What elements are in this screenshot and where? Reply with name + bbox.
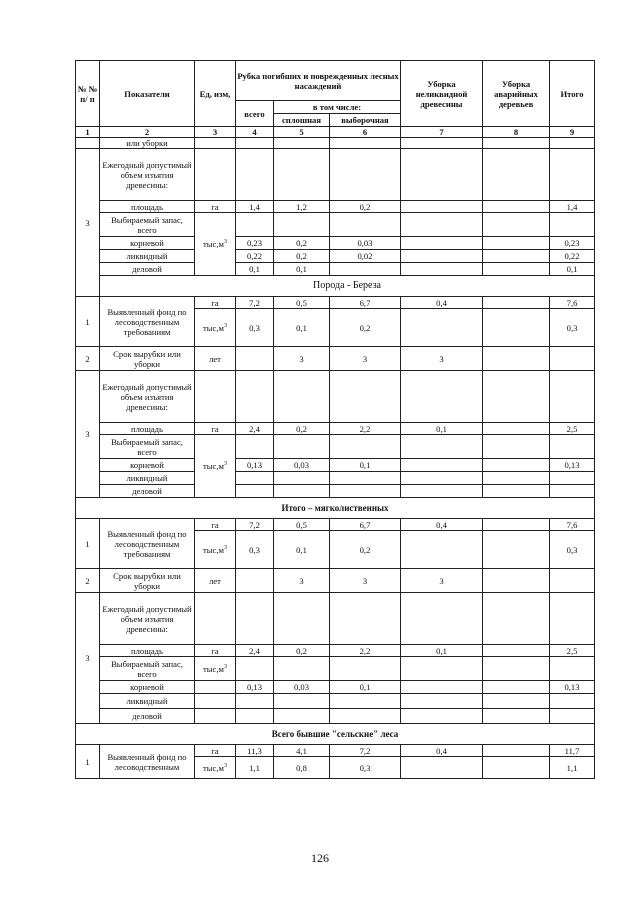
table-cell: 0,2	[274, 250, 330, 263]
table-cell: 0,1	[236, 263, 274, 276]
header-illiquid: Уборка неликвидной древесины	[401, 61, 483, 127]
table-cell: 4	[236, 127, 274, 138]
table-cell: 3	[401, 569, 483, 593]
table-cell	[236, 485, 274, 498]
table-cell	[401, 459, 483, 472]
table-row	[76, 263, 595, 276]
table-cell: ликвидный	[100, 694, 195, 709]
table-cell: 0,1	[274, 531, 330, 569]
table-cell	[330, 263, 401, 276]
table-cell: 0,2	[330, 309, 401, 347]
column-numbers-row	[76, 127, 595, 138]
table-cell: 3	[76, 593, 100, 724]
table-cell	[330, 709, 401, 724]
table-cell: га	[195, 423, 236, 435]
table-cell: 0,02	[330, 250, 401, 263]
table-cell	[236, 213, 274, 237]
table-cell: Выбираемый запас, всего	[100, 435, 195, 459]
table-cell	[195, 149, 236, 201]
table-cell	[330, 472, 401, 485]
table-cell: 0,3	[550, 309, 595, 347]
table-row	[76, 213, 595, 237]
table-cell: корневой	[100, 681, 195, 694]
table-cell	[550, 472, 595, 485]
table-cell	[550, 149, 595, 201]
table-cell: 0,22	[236, 250, 274, 263]
table-cell: 0,5	[274, 297, 330, 309]
table-cell	[483, 297, 550, 309]
data-table	[75, 60, 595, 779]
header-including: в том числе:	[274, 101, 401, 114]
table-cell: 0,03	[274, 459, 330, 472]
table-cell: 0,2	[330, 531, 401, 569]
table-cell	[274, 593, 330, 645]
table-row	[76, 593, 595, 645]
table-cell: 0,2	[274, 237, 330, 250]
table-cell: площадь	[100, 423, 195, 435]
table-cell	[401, 237, 483, 250]
table-cell	[401, 694, 483, 709]
table-row	[76, 297, 595, 309]
table-cell: ликвидный	[100, 250, 195, 263]
table-cell: ликвидный	[100, 472, 195, 485]
table-cell: 7,6	[550, 297, 595, 309]
table-cell	[483, 485, 550, 498]
table-row	[76, 485, 595, 498]
table-cell	[401, 149, 483, 201]
table-cell	[550, 485, 595, 498]
table-cell	[483, 472, 550, 485]
header-emergency: Уборка аварийных деревьев	[483, 61, 550, 127]
table-cell	[330, 694, 401, 709]
table-cell: га	[195, 745, 236, 757]
table-row	[76, 645, 595, 657]
table-cell	[195, 138, 236, 149]
table-cell	[401, 435, 483, 459]
table-cell: 2	[100, 127, 195, 138]
table-cell: 2,2	[330, 645, 401, 657]
table-cell: 0,2	[274, 423, 330, 435]
table-row	[76, 745, 595, 757]
table-cell: 1,2	[274, 201, 330, 213]
table-cell: 3	[195, 127, 236, 138]
table-cell: корневой	[100, 237, 195, 250]
table-cell	[483, 519, 550, 531]
table-cell: 0,22	[550, 250, 595, 263]
table-cell: $тыс,м^3$	[195, 531, 236, 569]
table-cell	[483, 709, 550, 724]
table-cell: 0,1	[401, 423, 483, 435]
table-cell: 3	[401, 347, 483, 371]
table-cell: 0,23	[550, 237, 595, 250]
table-cell: 6,7	[330, 297, 401, 309]
table-cell: Выявленный фонд по лесоводственным требованиям	[100, 297, 195, 347]
table-cell: 7	[401, 127, 483, 138]
section-birch: Порода - Береза	[100, 276, 595, 297]
table-cell	[483, 694, 550, 709]
table-cell: 1	[76, 297, 100, 347]
table-cell	[330, 593, 401, 645]
table-cell: 0,2	[274, 645, 330, 657]
table-row	[76, 681, 595, 694]
table-row	[76, 435, 595, 459]
table-cell: площадь	[100, 201, 195, 213]
table-cell: 2,2	[330, 423, 401, 435]
table-cell	[195, 593, 236, 645]
table-cell	[550, 371, 595, 423]
table-cell	[483, 745, 550, 757]
section-birch-row	[76, 276, 595, 297]
table-row	[76, 472, 595, 485]
table-cell	[236, 435, 274, 459]
table-cell	[483, 423, 550, 435]
table-cell	[236, 709, 274, 724]
table-cell	[483, 347, 550, 371]
table-cell: 2	[76, 347, 100, 371]
table-cell	[330, 138, 401, 149]
table-row	[76, 709, 595, 724]
table-cell: Выявленный фонд по лесоводственным	[100, 745, 195, 779]
table-cell: 1,1	[236, 757, 274, 779]
table-cell: 1,4	[550, 201, 595, 213]
table-cell	[195, 709, 236, 724]
table-cell: 0,1	[550, 263, 595, 276]
table-cell	[483, 645, 550, 657]
table-cell	[483, 657, 550, 681]
table-row	[76, 371, 595, 423]
table-cell	[274, 657, 330, 681]
table-cell	[330, 435, 401, 459]
table-cell: 2,5	[550, 423, 595, 435]
table-cell: Выбираемый запас, всего	[100, 213, 195, 237]
section-former-row	[76, 724, 595, 745]
table-cell	[483, 459, 550, 472]
table-cell: 0,1	[330, 459, 401, 472]
table-cell: га	[195, 519, 236, 531]
table-cell: 3	[76, 149, 100, 297]
table-cell: 0,2	[330, 201, 401, 213]
table-cell	[401, 681, 483, 694]
table-row	[76, 569, 595, 593]
table-cell	[401, 472, 483, 485]
table-cell: деловой	[100, 485, 195, 498]
table-cell: 3	[76, 371, 100, 498]
table-cell: Выявленный фонд по лесоводственным требованиям	[100, 519, 195, 569]
table-cell	[483, 309, 550, 347]
table-cell: 0,3	[236, 309, 274, 347]
table-cell: 3	[274, 347, 330, 371]
table-cell: 7,2	[236, 519, 274, 531]
table-cell: 0,1	[274, 309, 330, 347]
section-soft-total: Итого – мягколиственных	[76, 498, 595, 519]
table-cell	[401, 371, 483, 423]
table-cell: 0,4	[401, 297, 483, 309]
table-cell: 7,2	[236, 297, 274, 309]
table-cell	[330, 149, 401, 201]
table-cell: га	[195, 201, 236, 213]
table-cell: 6,7	[330, 519, 401, 531]
table-cell	[483, 250, 550, 263]
table-cell	[401, 263, 483, 276]
table-cell: 0,13	[236, 459, 274, 472]
table-cell: 1,4	[236, 201, 274, 213]
table-cell	[483, 569, 550, 593]
table-cell: 2	[76, 569, 100, 593]
header-clearcut: сплошная	[274, 114, 330, 127]
table-cell: 0,13	[236, 681, 274, 694]
table-cell: лет	[195, 347, 236, 371]
table-cell: 4,1	[274, 745, 330, 757]
table-cell: $тыс,м^3$	[195, 435, 236, 498]
table-cell	[330, 485, 401, 498]
table-row	[76, 423, 595, 435]
table-cell	[236, 149, 274, 201]
table-cell	[550, 593, 595, 645]
table-cell: 1	[76, 127, 100, 138]
table-cell	[236, 347, 274, 371]
table-cell	[236, 694, 274, 709]
table-cell: лет	[195, 569, 236, 593]
table-cell: Ежегодный допустимый объем изъятия древесины:	[100, 371, 195, 423]
table-cell	[483, 263, 550, 276]
table-cell	[550, 138, 595, 149]
table-cell: 0,4	[401, 745, 483, 757]
table-cell: корневой	[100, 459, 195, 472]
table-cell: деловой	[100, 709, 195, 724]
table-cell: $тыс,м^3$	[195, 309, 236, 347]
table-cell	[550, 694, 595, 709]
table-cell: 0,03	[274, 681, 330, 694]
table-cell	[236, 593, 274, 645]
table-cell	[401, 485, 483, 498]
table-cell: 1,1	[550, 757, 595, 779]
table-cell	[274, 485, 330, 498]
table-cell: 6	[330, 127, 401, 138]
table-cell: 3	[330, 569, 401, 593]
table-cell: 0,3	[236, 531, 274, 569]
table-cell	[401, 657, 483, 681]
table-cell	[274, 709, 330, 724]
table-cell: $тыс,м^3$	[195, 657, 236, 681]
table-row	[76, 519, 595, 531]
table-cell	[274, 138, 330, 149]
table-cell	[236, 472, 274, 485]
table-cell	[330, 657, 401, 681]
table-cell	[330, 371, 401, 423]
table-cell	[483, 237, 550, 250]
table-row	[76, 138, 595, 149]
table-cell	[274, 435, 330, 459]
table-cell	[483, 435, 550, 459]
table-cell: Ежегодный допустимый объем изъятия древесины:	[100, 593, 195, 645]
table-cell	[550, 213, 595, 237]
table-cell: 5	[274, 127, 330, 138]
table-row	[76, 657, 595, 681]
table-cell	[483, 213, 550, 237]
header-total: Итого	[550, 61, 595, 127]
table-cell: площадь	[100, 645, 195, 657]
table-cell	[550, 435, 595, 459]
section-former-rural: Всего бывшие "сельские" леса	[76, 724, 595, 745]
table-row	[76, 459, 595, 472]
header-indicators: Показатели	[100, 61, 195, 127]
header-all: всего	[236, 101, 274, 127]
table-cell	[330, 213, 401, 237]
table-cell	[483, 138, 550, 149]
table-cell	[274, 694, 330, 709]
table-row	[76, 237, 595, 250]
table-cell: 9	[550, 127, 595, 138]
table-cell	[550, 709, 595, 724]
table-cell	[274, 149, 330, 201]
table-cell: 11,3	[236, 745, 274, 757]
table-cell: деловой	[100, 263, 195, 276]
table-cell: 3	[330, 347, 401, 371]
table-cell: 0,13	[550, 681, 595, 694]
table-cell	[550, 347, 595, 371]
table-cell: 8	[483, 127, 550, 138]
table-cell	[483, 371, 550, 423]
table-cell: 0,1	[330, 681, 401, 694]
table-cell	[401, 593, 483, 645]
table-cell	[195, 371, 236, 423]
table-cell	[236, 657, 274, 681]
table-cell	[236, 138, 274, 149]
table-cell	[483, 593, 550, 645]
table-cell: 11,7	[550, 745, 595, 757]
table-cell	[401, 201, 483, 213]
table-cell: 0,3	[550, 531, 595, 569]
table-cell: Срок вырубки или уборки	[100, 569, 195, 593]
table-cell	[483, 531, 550, 569]
table-cell: 1	[76, 745, 100, 779]
header-selective: выборочная	[330, 114, 401, 127]
table-cell	[550, 657, 595, 681]
table-cell: Выбираемый запас, всего	[100, 657, 195, 681]
table-row	[76, 694, 595, 709]
table-cell: Ежегодный допустимый объем изъятия древесины:	[100, 149, 195, 201]
table-cell: 0,13	[550, 459, 595, 472]
table-cell: 0,03	[330, 237, 401, 250]
table-cell	[401, 250, 483, 263]
table-cell: 7,2	[330, 745, 401, 757]
table-row	[76, 201, 595, 213]
header-num: № № п/ п	[76, 61, 100, 127]
table-cell: 2,4	[236, 645, 274, 657]
table-cell	[401, 757, 483, 779]
header-unit: Ед, изм,	[195, 61, 236, 127]
table-cell	[195, 681, 236, 694]
table-cell: или уборки	[100, 138, 195, 149]
table-cell: 0,1	[274, 263, 330, 276]
table-cell: 0,3	[330, 757, 401, 779]
table-cell: 0,8	[274, 757, 330, 779]
header-logging-group: Рубка погибших и поврежденных лесных насаждений	[236, 61, 401, 101]
table-cell: 3	[274, 569, 330, 593]
table-cell	[483, 681, 550, 694]
table-cell: 7,6	[550, 519, 595, 531]
table-cell	[483, 149, 550, 201]
table-row	[76, 347, 595, 371]
table-cell	[483, 201, 550, 213]
table-cell	[236, 371, 274, 423]
section-soft-row	[76, 498, 595, 519]
table-cell: $тыс,м^3$	[195, 213, 236, 276]
table-cell	[401, 531, 483, 569]
table-cell	[401, 213, 483, 237]
table-cell	[401, 138, 483, 149]
table-cell: 0,23	[236, 237, 274, 250]
table-cell	[274, 472, 330, 485]
table-cell	[483, 757, 550, 779]
table-cell	[401, 309, 483, 347]
table-cell	[274, 371, 330, 423]
table-cell: $тыс,м^3$	[195, 757, 236, 779]
table-cell: 1	[76, 519, 100, 569]
page-number: 126	[311, 851, 329, 865]
table-cell	[76, 138, 100, 149]
table-cell: 0,4	[401, 519, 483, 531]
table-cell: 2,4	[236, 423, 274, 435]
table-cell: Срок вырубки или уборки	[100, 347, 195, 371]
table-cell: 0,5	[274, 519, 330, 531]
table-cell: 2,5	[550, 645, 595, 657]
table-cell	[550, 569, 595, 593]
table-row	[76, 149, 595, 201]
table-cell	[195, 694, 236, 709]
table-cell: га	[195, 297, 236, 309]
table-cell	[236, 569, 274, 593]
table-row	[76, 250, 595, 263]
table-cell: га	[195, 645, 236, 657]
table-cell	[401, 709, 483, 724]
table-cell	[274, 213, 330, 237]
table-cell: 0,1	[401, 645, 483, 657]
